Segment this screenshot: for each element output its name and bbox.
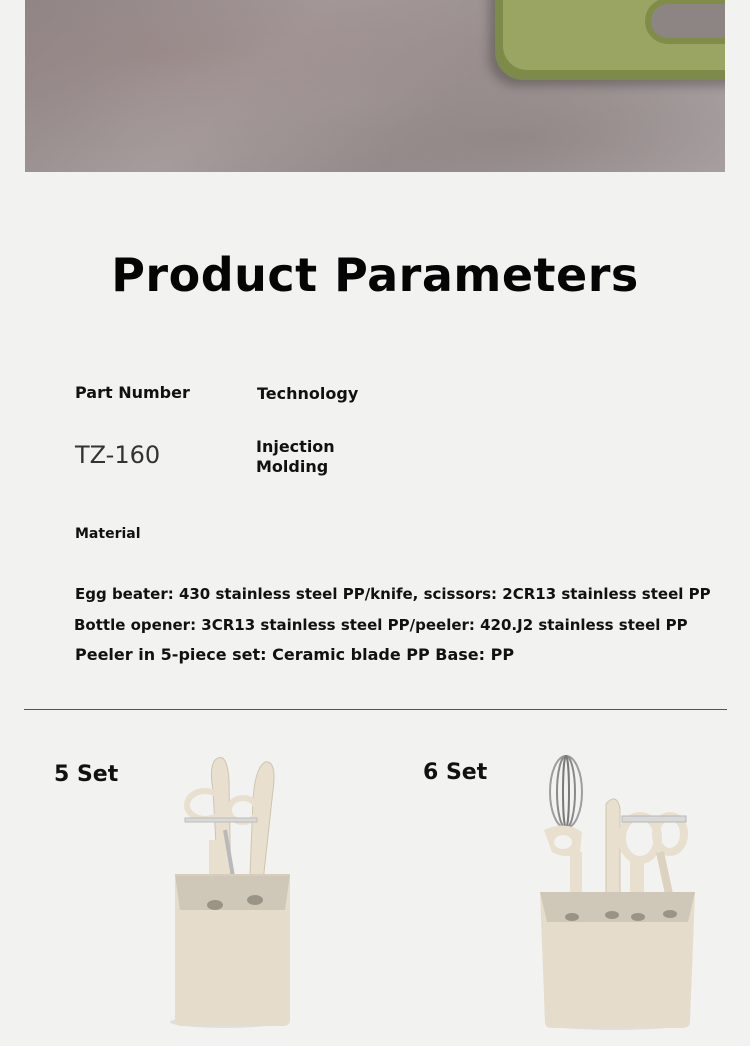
part-number-label: Part Number	[75, 383, 190, 402]
set-6-label: 6 Set	[423, 760, 488, 785]
part-number-value: TZ-160	[75, 441, 161, 469]
material-line: Bottle opener: 3CR13 stainless steel PP/peeler: 420.J2 stainless steel PP	[74, 616, 688, 634]
material-line: Egg beater: 430 stainless steel PP/knife, scissors: 2CR13 stainless steel PP	[75, 585, 711, 603]
set-5-label: 5 Set	[54, 762, 119, 787]
material-line: Peeler in 5-piece set: Ceramic blade PP Base: PP	[75, 645, 515, 664]
hero-image	[25, 0, 725, 172]
technology-label: Technology	[257, 384, 359, 403]
cutting-board	[495, 0, 725, 80]
set-5-product-image	[165, 750, 300, 1030]
divider	[24, 709, 727, 710]
page-title: Product Parameters	[111, 248, 639, 302]
set-6-product-image	[530, 752, 700, 1032]
material-label: Material	[75, 526, 141, 542]
technology-value: Injection Molding	[256, 437, 335, 476]
